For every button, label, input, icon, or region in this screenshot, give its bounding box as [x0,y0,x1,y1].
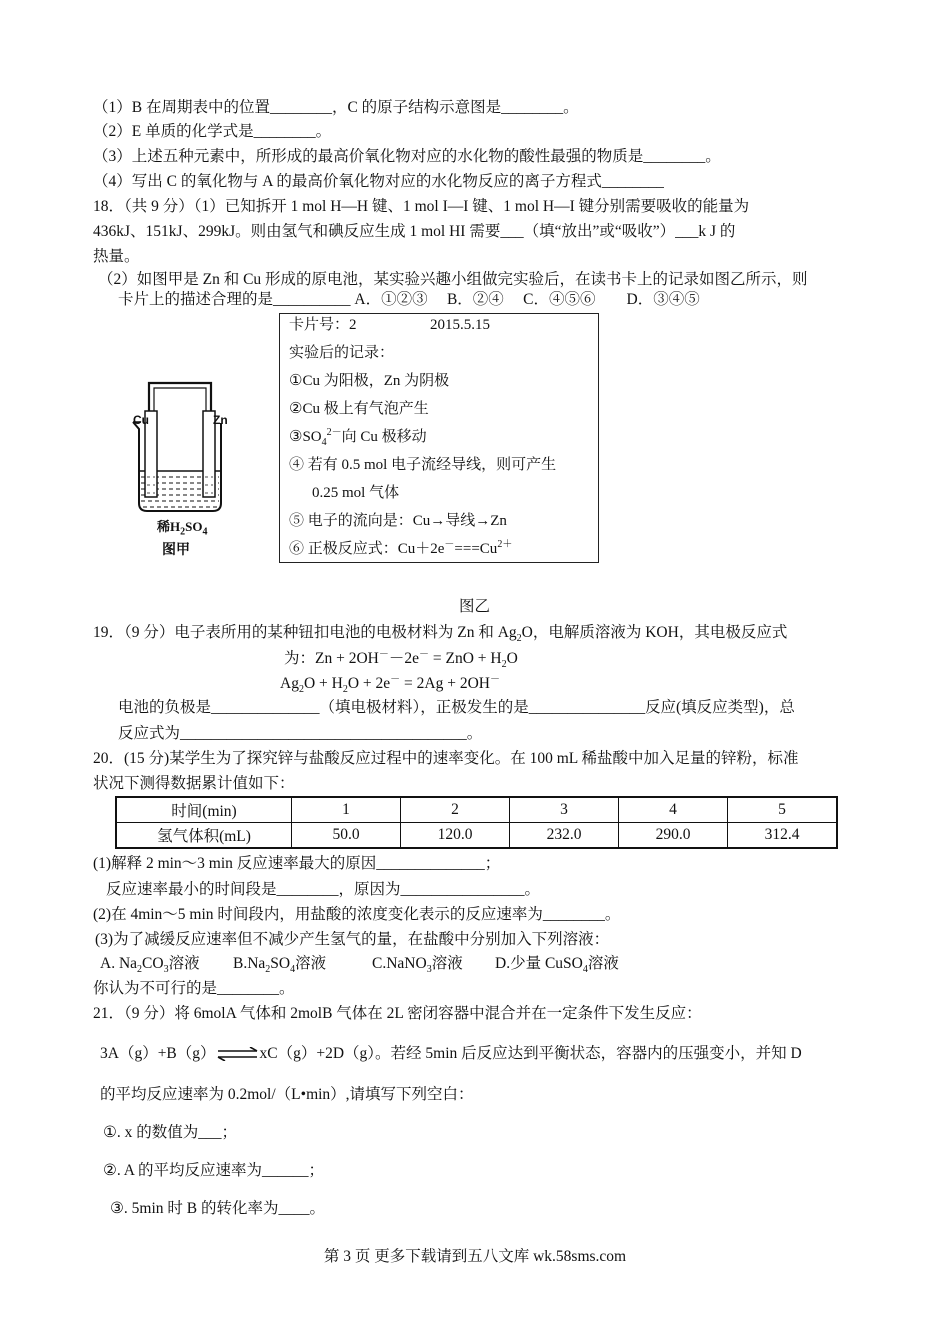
card-item-3: $③SO_4^{2-}$向 Cu 极移动 [289,427,427,448]
q21-subq-1: ①. x 的数值为___； [103,1124,238,1141]
q19-line-3: 电池的负极是______________（填电极材料），正极发生的是_______________反应(填反应类型)，总 [118,699,795,716]
table-cell: 120.0 [401,823,510,849]
q17-line-2: （2）E 单质的化学式是________。 [93,123,332,140]
q19-equation-1: 为：Zn + 2OH－－2e－ = ZnO + $H_2O$ [284,648,518,671]
table-cell: 312.4 [728,823,838,849]
table-row [116,823,837,849]
q20-part-4: 你认为不可行的是________。 [93,980,295,997]
figure-b-caption: 图乙 [459,598,491,615]
cu-electrode-label: Cu [133,413,149,427]
figure-a-caption: 图甲 [162,543,190,558]
card-item-5: ⑤ 电子的流向是：Cu→导线→Zn [289,513,507,529]
table-cell: 232.0 [510,823,619,849]
card-number: 卡片号：2 [289,317,357,333]
q20-option-d: D.少量 CuSO$_4$溶液 [495,955,619,976]
card-date: 2015.5.15 [430,317,490,333]
q18-line-2: 436kJ、151kJ、299kJ。则由氢气和碘反应生成 1 mol HI 需要___（填“放出”或“吸收”）___k J 的 [93,223,736,240]
card-record-title: 实验后的记录： [289,345,395,361]
q20-line-1: 20．(15 分)某学生为了探究锌与盐酸反应过程中的速率变化。在 100 mL 稀盐酸中加入足量的锌粉，标准 [93,750,799,767]
q20-part-1b: 反应速率最小的时间段是________，原因为________________。 [106,881,541,898]
q20-option-a: A. $Na_2CO_3$溶液 [100,955,200,976]
data-table [115,796,838,849]
q18-line-5: 卡片上的描述合理的是__________ A．①②③ B．②④ C．④⑤⑥ D．③④⑤ [118,291,700,308]
card-item-6: ⑥ 正极反应式：$Cu+2e^-===Cu^{2+}$ [289,539,513,557]
q18-line-1: 18．（共 9 分）（1）已知拆开 1 mol H—H 键、1 mol I—I 键、1 mol H—I 键分别需要吸收的能量为 [93,198,750,215]
card-item-1: ①Cu 为阳极，Zn 为阴极 [289,373,450,389]
q20-option-c: C.NaNO$_3$溶液 [372,955,463,976]
table-header-row [116,797,837,823]
q17-line-3: （3）上述五种元素中，所形成的最高价氧化物对应的水化物的酸性最强的物质是________。 [93,148,721,165]
table-cell: 3 [510,797,619,823]
q17-line-4: （4）写出 C 的氧化物与 A 的最高价氧化物对应的水化物反应的离子方程式________ [93,173,664,190]
card-item-4: ④ 若有 0.5 mol 电子流经导线，则可产生 [289,457,557,473]
equilibrium-arrow-icon [217,1047,259,1061]
q19-line-1: 19．（9 分）电子表所用的某种钮扣电池的电极材料为 Zn 和 $Ag_2O$，电解质溶液为 KOH，其电极反应式 [93,624,788,645]
table-cell: 2 [401,797,510,823]
electrolyte-label: 稀$H_2SO_4$ [157,519,208,538]
card-item-2: ②Cu 极上有气泡产生 [289,401,429,417]
table-cell: 50.0 [292,823,401,849]
q19-equation-2: $Ag_2O + H_2O + 2e^- = 2Ag + 2OH^-$ [280,673,500,696]
q20-part-2: (2)在 4min～5 min 时间段内，用盐酸的浓度变化表示的反应速率为________。 [93,906,621,923]
q20-option-b: $B.Na_2SO_4$溶液 [233,955,327,976]
q21-subq-2: ②. A 的平均反应速率为______； [103,1162,325,1179]
page-footer: 第 3 页 更多下载请到五八文库 wk.58sms.com [323,1248,627,1265]
q20-part-1: (1)解释 2 min～3 min 反应速率最大的原因______________； [93,855,501,872]
reading-card [279,313,599,563]
q17-line-1: （1）B 在周期表中的位置________，C 的原子结构示意图是________。 [93,99,579,116]
q18-line-3: 热量。 [93,248,140,265]
zn-electrode-label: Zn [213,413,228,427]
table-cell: 5 [728,797,838,823]
q21-line-1: 21．（9 分）将 6molA 气体和 2molB 气体在 2L 密闭容器中混合并在一定条件下发生反应： [93,1005,702,1022]
q20-line-2: 状况下测得数据累计值如下： [93,775,295,792]
card-item-4-cont: 0.25 mol 气体 [312,485,400,501]
q21-subq-3: ③. 5min 时 B 的转化率为____。 [110,1200,325,1217]
table-cell: 290.0 [619,823,728,849]
q20-part-3: (3)为了减缓反应速率但不减少产生氢气的量，在盐酸中分别加入下列溶液： [95,931,610,948]
q21-line-3: 的平均反应速率为 0.2mol/（L•min）,请填写下列空白： [100,1086,474,1103]
q21-line-2: 3A（g）+B（g） xC（g）+2D（g）。若经 5min 后反应达到平衡状态，容器内的压强变小，并知 D [100,1045,802,1062]
table-cell: 时间(min) [116,797,292,823]
q18-line-4: （2）如图甲是 Zn 和 Cu 形成的原电池，某实验兴趣小组做完实验后，在读书卡上的记录如图乙所示，则 [98,271,808,288]
table-cell: 1 [292,797,401,823]
table-cell: 4 [619,797,728,823]
table-cell: 氢气体积(mL) [116,823,292,849]
q19-line-4: 反应式为_____________________________________。 [118,725,483,742]
